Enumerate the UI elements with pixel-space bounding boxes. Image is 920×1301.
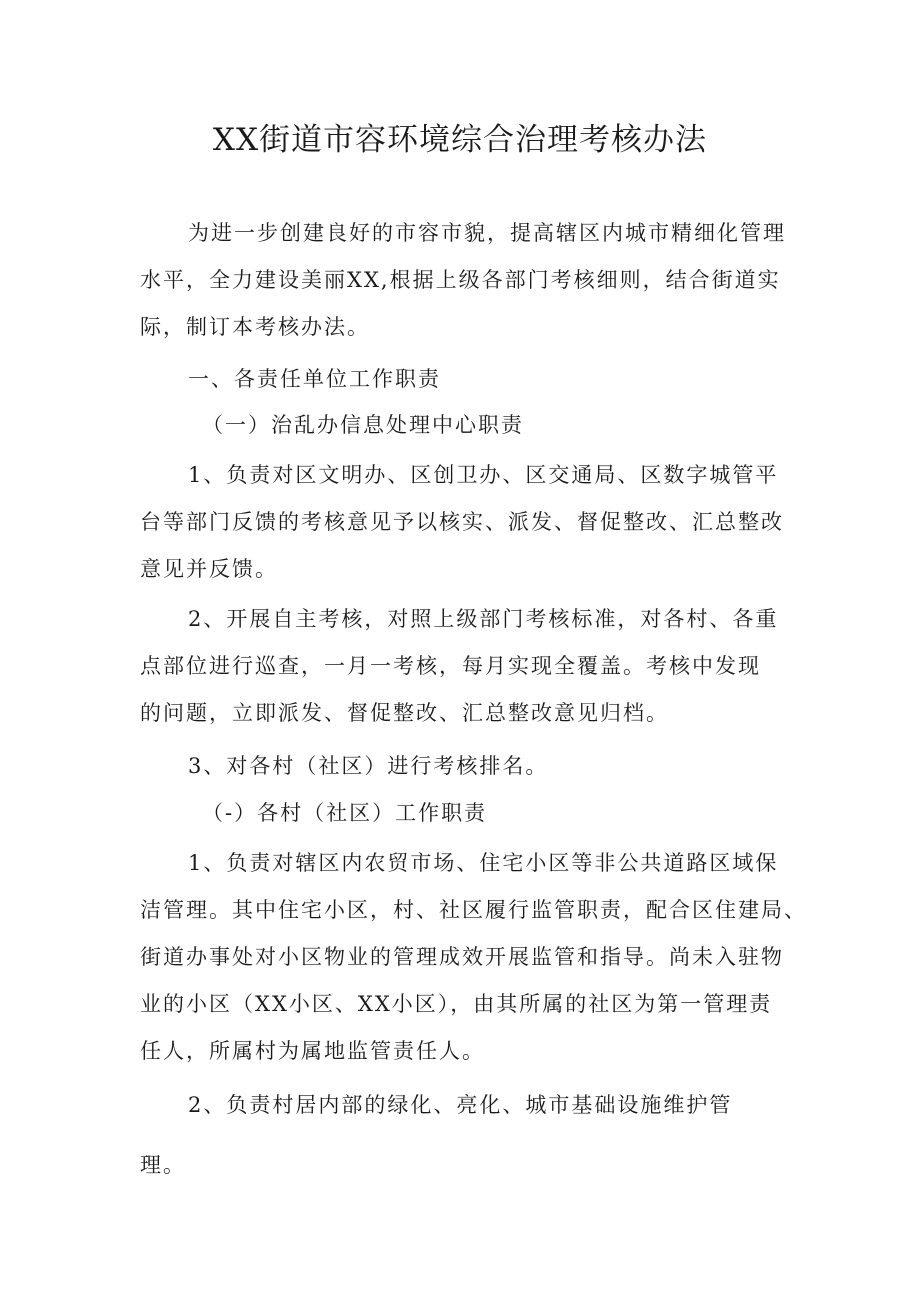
subsection-heading bbox=[140, 402, 785, 449]
text-line: 1、负责对辖区内农贸市场、住宅小区等非公共道路区域保 bbox=[188, 851, 779, 875]
numbered-item bbox=[140, 1082, 785, 1189]
numbered-item bbox=[140, 743, 785, 790]
text-line: 2、开展自主考核，对照上级部门考核标准，对各村、各重 bbox=[188, 607, 779, 631]
text-line: 际，制订本考核办法。 bbox=[140, 315, 370, 339]
text-line: 意见并反馈。 bbox=[140, 557, 278, 581]
text-line: 台等部门反馈的考核意见予以核实、派发、督促整改、汇总整改 bbox=[140, 510, 784, 534]
text-line: 3、对各村（社区）进行考核排名。 bbox=[188, 754, 549, 778]
document-title: XX街道市容环境综合治理考核办法 bbox=[212, 122, 708, 158]
numbered-item bbox=[140, 596, 785, 737]
text-line: 的问题，立即派发、督促整改、汇总整改意见归档。 bbox=[140, 701, 669, 725]
text-line: （-）各村（社区）工作职责 bbox=[202, 801, 488, 825]
text-line: 水平，全力建设美丽XX,根据上级各部门考核细则，结合街道实 bbox=[140, 268, 781, 292]
text-line: 为进一步创建良好的市容市貌，提高辖区内城市精细化管理 bbox=[188, 221, 786, 245]
text-line: 点部位进行巡查，一月一考核，每月实现全覆盖。考核中发现 bbox=[140, 654, 761, 678]
numbered-item bbox=[140, 452, 785, 593]
text-line: 街道办事处对小区物业的管理成效开展监管和指导。尚未入驻物 bbox=[140, 945, 784, 969]
text-line: 任人，所属村为属地监管责任人。 bbox=[140, 1039, 485, 1063]
section-heading bbox=[140, 356, 785, 403]
intro-paragraph bbox=[140, 210, 785, 351]
text-line: 理。 bbox=[140, 1153, 186, 1177]
text-line: 2、负责村居内部的绿化、亮化、城市基础设施维护管 bbox=[188, 1093, 733, 1117]
text-line: （一）治乱办信息处理中心职责 bbox=[202, 413, 524, 437]
numbered-item bbox=[140, 840, 807, 1075]
text-line: 一、各责任单位工作职责 bbox=[188, 367, 441, 391]
text-line: 业的小区（XX小区、XX小区），由其所属的社区为第一管理责 bbox=[140, 992, 773, 1016]
subsection-heading bbox=[140, 790, 785, 837]
text-line: 洁管理。其中住宅小区，村、社区履行监管职责，配合区住建局、 bbox=[140, 898, 807, 922]
text-line: 1、负责对区文明办、区创卫办、区交通局、区数字城管平 bbox=[188, 463, 779, 487]
